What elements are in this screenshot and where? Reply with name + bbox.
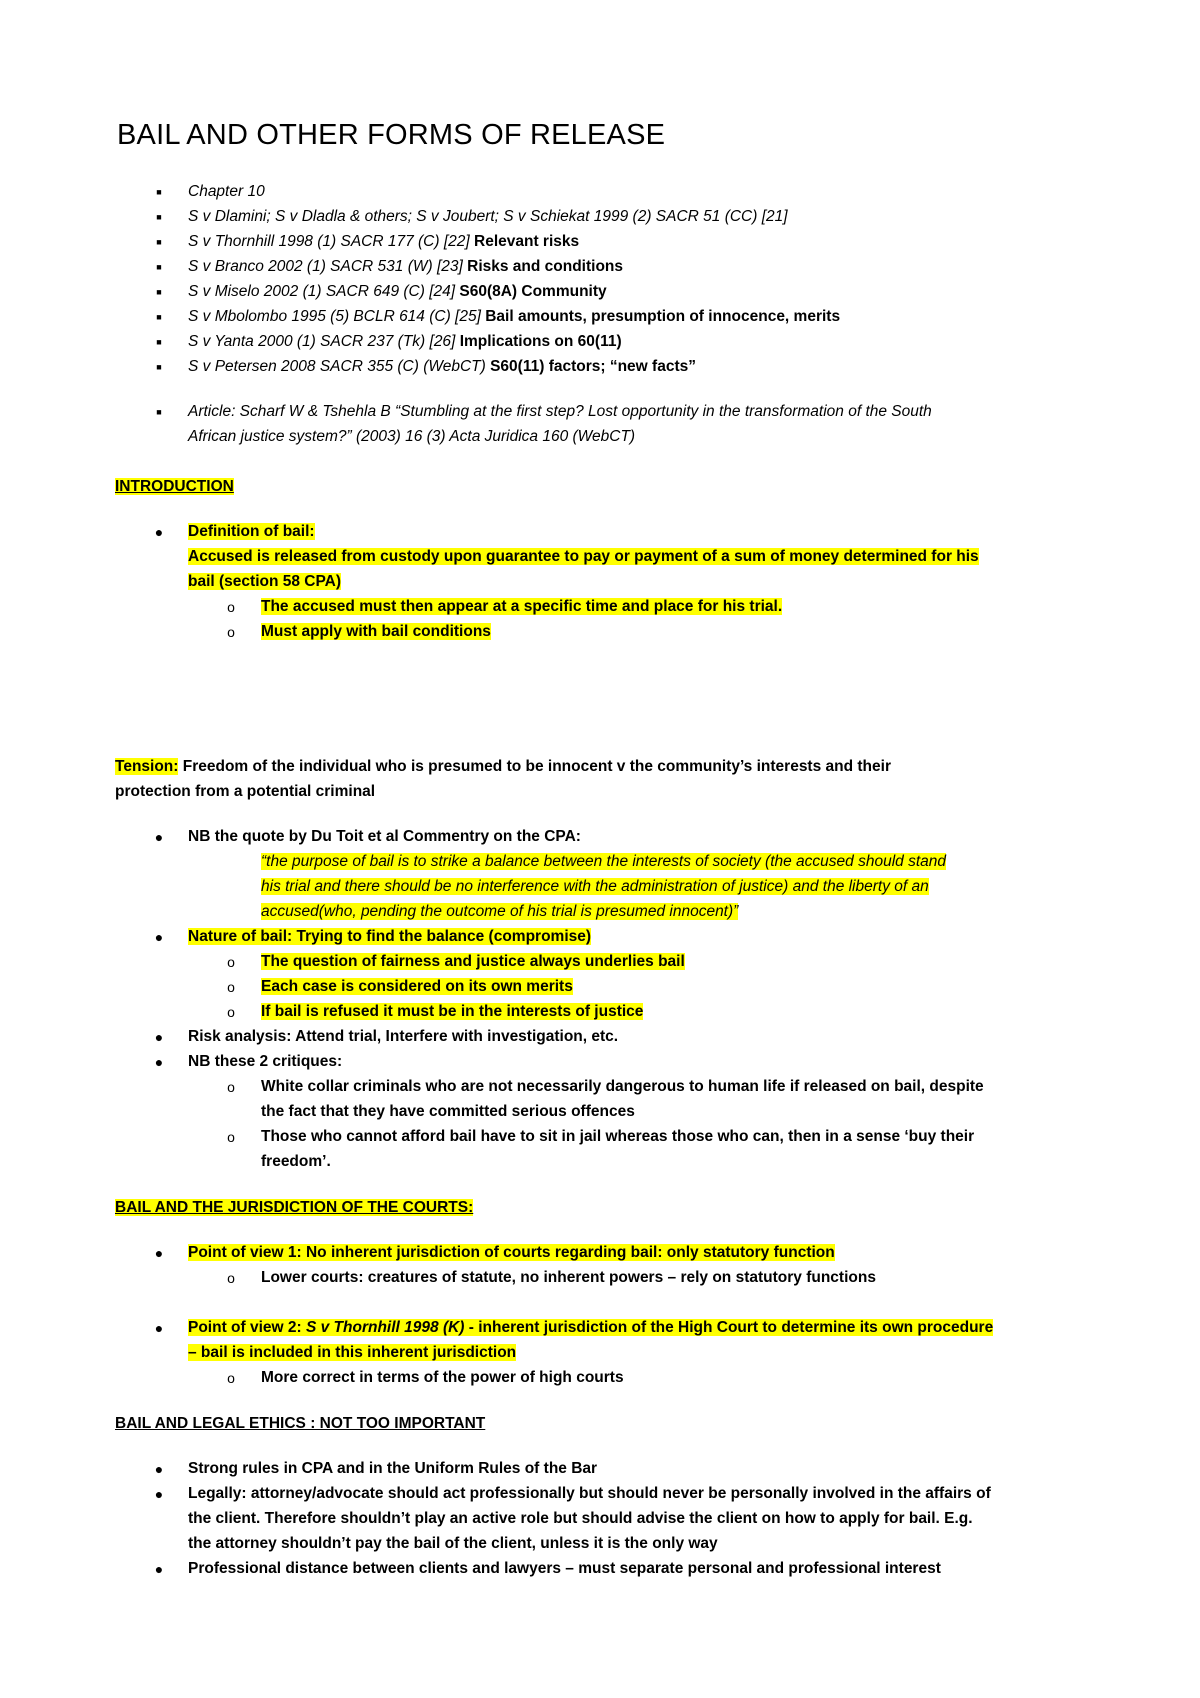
reference-item: S v Branco 2002 (1) SACR 531 (W) [23] Risks and conditions bbox=[188, 258, 624, 275]
point-of-view-1-sub: Lower courts: creatures of statute, no inherent powers – rely on statutory functions bbox=[261, 1269, 876, 1286]
ethics-item-cont: the attorney shouldn’t pay the bail of the client, unless it is the only way bbox=[188, 1535, 718, 1552]
definition-text: Accused is released from custody upon guarantee to pay or payment of a sum of money determined for his bbox=[188, 548, 979, 565]
round-bullet-icon: ● bbox=[154, 524, 164, 540]
quote-text: his trial and there should be no interference with the administration of justice) and the liberty of an bbox=[261, 878, 929, 895]
critique-item-cont: freedom’. bbox=[261, 1153, 331, 1170]
circle-bullet-icon: o bbox=[227, 979, 235, 995]
section-heading-ethics: BAIL AND LEGAL ETHICS : NOT TOO IMPORTANT bbox=[115, 1415, 486, 1432]
point-of-view-2: Point of view 2: S v Thornhill 1998 (K) - inherent jurisdiction of the High Court to determine its own procedure bbox=[188, 1319, 994, 1336]
point-of-view-2-cont: – bail is included in this inherent jurisdiction bbox=[188, 1344, 517, 1361]
critique-item: Those who cannot afford bail have to sit in jail whereas those who can, then in a sense ‘buy their bbox=[261, 1128, 975, 1145]
circle-bullet-icon: o bbox=[227, 1270, 235, 1286]
reference-item: S v Yanta 2000 (1) SACR 237 (Tk) [26] Implications on 60(11) bbox=[188, 333, 622, 350]
critique-item-cont: the fact that they have committed serious offences bbox=[261, 1103, 635, 1120]
reference-item: S v Thornhill 1998 (1) SACR 177 (C) [22] Relevant risks bbox=[188, 233, 580, 250]
round-bullet-icon: ● bbox=[154, 1245, 164, 1261]
round-bullet-icon: ● bbox=[154, 1561, 164, 1577]
section-heading-introduction: INTRODUCTION bbox=[115, 478, 234, 495]
square-bullet-icon: ■ bbox=[156, 237, 162, 247]
square-bullet-icon: ■ bbox=[156, 212, 162, 222]
article-reference: Article: Scharf W & Tshehla B “Stumbling at the first step? Lost opportunity in the transformation of the South bbox=[188, 403, 932, 420]
reference-item: S v Mbolombo 1995 (5) BCLR 614 (C) [25] Bail amounts, presumption of innocence, merits bbox=[188, 308, 841, 325]
round-bullet-icon: ● bbox=[154, 1054, 164, 1070]
circle-bullet-icon: o bbox=[227, 1079, 235, 1095]
nature-subpoint: The question of fairness and justice always underlies bail bbox=[261, 953, 685, 970]
round-bullet-icon: ● bbox=[154, 1486, 164, 1502]
ethics-item-cont: the client. Therefore shouldn’t play an active role but should advise the client on how to apply for bail. E.g. bbox=[188, 1510, 973, 1527]
point-of-view-2-sub: More correct in terms of the power of high courts bbox=[261, 1369, 624, 1386]
round-bullet-icon: ● bbox=[154, 1461, 164, 1477]
circle-bullet-icon: o bbox=[227, 1370, 235, 1386]
square-bullet-icon: ■ bbox=[156, 287, 162, 297]
tension-paragraph: Tension: Freedom of the individual who is presumed to be innocent v the community’s interests and their bbox=[115, 758, 891, 775]
reference-item: S v Miselo 2002 (1) SACR 649 (C) [24] S60(8A) Community bbox=[188, 283, 607, 300]
quote-text: “the purpose of bail is to strike a balance between the interests of society (the accused should stand bbox=[261, 853, 946, 870]
quote-text: accused(who, pending the outcome of his trial is presumed innocent)” bbox=[261, 903, 739, 920]
critique-item: White collar criminals who are not necessarily dangerous to human life if released on bail, despite bbox=[261, 1078, 984, 1095]
nature-of-bail: Nature of bail: Trying to find the balance (compromise) bbox=[188, 928, 592, 945]
ethics-item: Legally: attorney/advocate should act professionally but should never be personally involved in the affairs of bbox=[188, 1485, 991, 1502]
reference-item: S v Dlamini; S v Dladla & others; S v Joubert; S v Schiekat 1999 (2) SACR 51 (CC) [21] bbox=[188, 208, 788, 225]
nature-subpoint: Each case is considered on its own merits bbox=[261, 978, 573, 995]
reference-item: Chapter 10 bbox=[188, 183, 265, 200]
square-bullet-icon: ■ bbox=[156, 337, 162, 347]
definition-text-cont: bail (section 58 CPA) bbox=[188, 573, 342, 590]
definition-label: Definition of bail: bbox=[188, 523, 315, 540]
page-title: BAIL AND OTHER FORMS OF RELEASE bbox=[117, 119, 666, 151]
round-bullet-icon: ● bbox=[154, 929, 164, 945]
circle-bullet-icon: o bbox=[227, 954, 235, 970]
nb-quote-intro: NB the quote by Du Toit et al Commentry on the CPA: bbox=[188, 828, 581, 845]
square-bullet-icon: ■ bbox=[156, 312, 162, 322]
definition-subpoint: Must apply with bail conditions bbox=[261, 623, 491, 640]
risk-analysis: Risk analysis: Attend trial, Interfere with investigation, etc. bbox=[188, 1028, 619, 1045]
square-bullet-icon: ■ bbox=[156, 362, 162, 372]
square-bullet-icon: ■ bbox=[156, 187, 162, 197]
section-heading-jurisdiction: BAIL AND THE JURISDICTION OF THE COURTS: bbox=[115, 1199, 474, 1216]
square-bullet-icon: ■ bbox=[156, 262, 162, 272]
ethics-item: Professional distance between clients and lawyers – must separate personal and professional interest bbox=[188, 1560, 941, 1577]
article-reference-cont: African justice system?” (2003) 16 (3) Acta Juridica 160 (WebCT) bbox=[188, 428, 636, 445]
critiques-label: NB these 2 critiques: bbox=[188, 1053, 343, 1070]
definition-subpoint: The accused must then appear at a specific time and place for his trial. bbox=[261, 598, 783, 615]
round-bullet-icon: ● bbox=[154, 1029, 164, 1045]
round-bullet-icon: ● bbox=[154, 1320, 164, 1336]
circle-bullet-icon: o bbox=[227, 1004, 235, 1020]
nature-subpoint: If bail is refused it must be in the interests of justice bbox=[261, 1003, 644, 1020]
circle-bullet-icon: o bbox=[227, 624, 235, 640]
circle-bullet-icon: o bbox=[227, 599, 235, 615]
round-bullet-icon: ● bbox=[154, 829, 164, 845]
circle-bullet-icon: o bbox=[227, 1129, 235, 1145]
ethics-item: Strong rules in CPA and in the Uniform Rules of the Bar bbox=[188, 1460, 598, 1477]
point-of-view-1: Point of view 1: No inherent jurisdiction of courts regarding bail: only statutory function bbox=[188, 1244, 835, 1261]
tension-paragraph-cont: protection from a potential criminal bbox=[115, 783, 376, 800]
reference-item: S v Petersen 2008 SACR 355 (C) (WebCT) S60(11) factors; “new facts” bbox=[188, 358, 696, 375]
square-bullet-icon: ■ bbox=[156, 407, 162, 417]
